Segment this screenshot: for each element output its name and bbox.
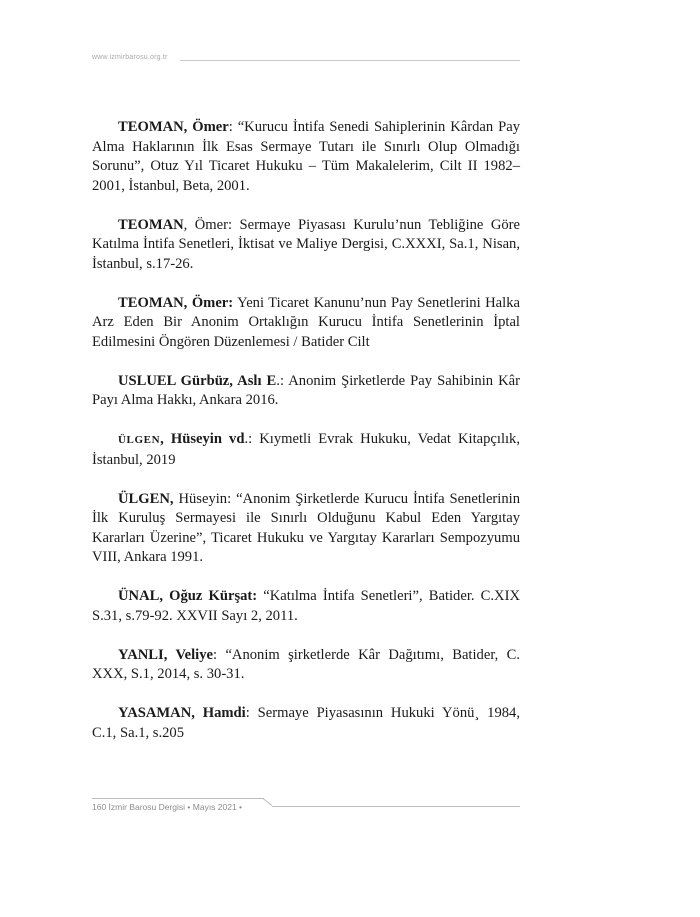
entry-separator: , Ömer: (183, 216, 233, 233)
page-header (92, 54, 520, 66)
entry-author: YANLI, Veliye (118, 646, 214, 663)
entry-text: “Kurucu İntifa Senedi Sahiplerinin Kârdan Pay Alma Haklarının İlk Esas Sermaye Tutarı ile Sınırlı Olup Olmadığı Sorunu”, Otuz Yıl Ticaret Hukuku – Tüm Makalelerim, Cilt II 1982–2001, İstanbul, Beta, 2001. (92, 119, 521, 194)
entry-author: , Hüseyin vd (160, 431, 245, 447)
bibliography-entry (92, 704, 520, 743)
entry-text: “Katılma İntifa Senetleri”, Batider. C.XIX S.31, s.79-92. XXVII Sayı 2, 2011. (92, 588, 520, 624)
footer-page-info: 160 İzmir Barosu Dergisi • Mayıs 2021 • (92, 802, 243, 812)
footer-rule-lower (272, 806, 520, 807)
entry-author: ÜNAL, Oğuz Kürşat: (118, 588, 258, 604)
bibliography-entry (92, 430, 520, 470)
entry-text: Hüseyin: “Anonim Şirketlerde Kurucu İntifa Senetlerinin İlk Kuruluş Sermayesi ile Sınırlı Olduğunu Kabul Eden Yargıtay Kararları Üzerine”, Ticaret Hukuku ve Yargıtay Kararları Sempozyumu VIII, Ankara 1991. (92, 490, 520, 565)
entry-separator: : (228, 119, 238, 135)
footer-rule-step (263, 798, 273, 806)
header-url: www.izmirbarosu.org.tr (92, 54, 168, 61)
entry-author: TEOMAN, Ömer: (118, 294, 234, 311)
entry-author: ÜLGEN, (118, 490, 174, 507)
entry-text: “Anonim şirketlerde Kâr Dağıtımı, Batider, C. XXX, S.1, 2014, s. 30-31. (92, 646, 520, 682)
entry-text: : Anonim Şirketlerde Pay Sahibinin Kâr Payı Alma Hakkı, Ankara 2016. (92, 372, 520, 408)
bibliography-entry (92, 646, 520, 685)
entry-separator: . (244, 431, 249, 447)
entry-separator: . (276, 372, 280, 389)
entry-author: YASAMAN, Hamdi (118, 705, 246, 721)
entry-text: Sermaye Piyasasının Hukuki Yönü¸ 1984, C.1, Sa.1, s.205 (92, 705, 520, 741)
header-rule (180, 60, 520, 61)
entry-text: : Kıymetli Evrak Hukuku, Vedat Kitapçılık, İstanbul, 2019 (92, 431, 521, 468)
entry-author-smallcaps: ÜLGEN (118, 434, 161, 446)
entry-author: TEOMAN, Ömer (118, 119, 229, 135)
entry-separator: : (245, 705, 250, 721)
bibliography-list (92, 118, 520, 763)
entry-author: USLUEL Gürbüz, Aslı E (118, 372, 277, 389)
entry-author: TEOMAN (118, 216, 184, 233)
bibliography-entry (92, 587, 520, 626)
bibliography-entry (92, 118, 520, 196)
entry-text: Yeni Ticaret Kanunu’nun Pay Senetlerini Halka Arz Eden Bir Anonim Ortaklığın Kurucu İntifa Senetlerinin İptal Edilmesini Öngören Düzenlemesi / Batider Cilt (92, 294, 520, 350)
page-footer (92, 798, 520, 814)
bibliography-entry (92, 216, 520, 275)
entry-text: Sermaye Piyasası Kurulu’nun Tebliğine Göre Katılma İntifa Senetleri, İktisat ve Maliye Dergisi, C.XXXI, Sa.1, Nisan, İstanbul, s.17-26. (92, 216, 520, 272)
bibliography-entry (92, 490, 520, 568)
bibliography-entry (92, 372, 520, 411)
bibliography-entry (92, 294, 520, 353)
entry-separator: : (213, 646, 218, 663)
footer-rule-upper (92, 798, 264, 799)
